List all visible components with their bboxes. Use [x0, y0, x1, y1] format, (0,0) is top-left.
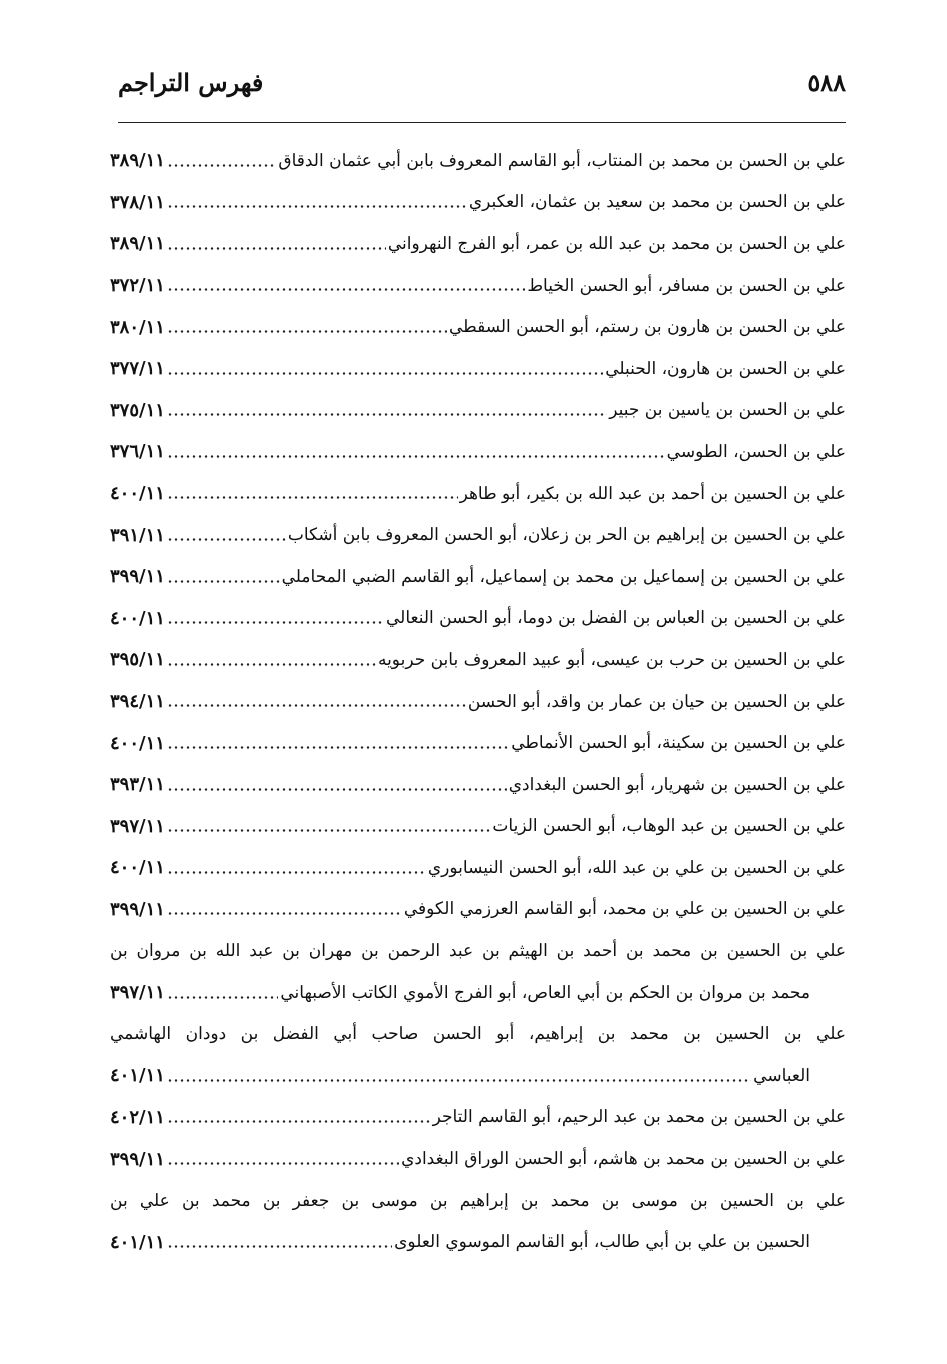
entry-reference: ٤٠٠/١١: [110, 607, 165, 629]
entry-text: علي بن الحسين بن محمد بن إبراهيم، أبو الحسن صاحب أبي الفضل بن دودان الهاشمي: [110, 1024, 846, 1045]
dot-leader: [167, 514, 286, 556]
index-entry: [110, 514, 846, 556]
index-entry-first-line: [110, 930, 846, 972]
entry-reference: ٣٧٢/١١: [110, 275, 165, 297]
index-entry: [110, 223, 846, 265]
entry-reference: ٣٩٤/١١: [110, 691, 165, 713]
entry-reference: ٤٠٠/١١: [110, 857, 165, 879]
entry-text: علي بن الحسين بن محمد بن هاشم، أبو الحسن الوراق البغدادي: [401, 1149, 846, 1170]
index-entry: [110, 431, 846, 473]
entry-text: الحسين بن علي بن أبي طالب، أبو القاسم الموسوي العلوى: [394, 1232, 810, 1253]
entry-text: علي بن الحسين بن علي بن عبد الله، أبو الحسن النيسابوري: [427, 857, 846, 878]
entry-reference: ٣٧٦/١١: [110, 441, 165, 463]
entry-text: علي بن الحسين بن العباس بن الفضل بن دوما، أبو الحسن النعالي: [385, 608, 846, 629]
entry-text: علي بن الحسن بن ياسين بن جبير: [609, 400, 846, 421]
entry-text: علي بن الحسين بن سكينة، أبو الحسن الأنماطي: [511, 733, 846, 754]
entry-text: علي بن الحسن بن هارون بن رستم، أبو الحسن السقطي: [448, 317, 846, 338]
dot-leader: [167, 806, 491, 848]
dot-leader: [167, 847, 426, 889]
index-entry: [110, 1097, 846, 1139]
entry-text: علي بن الحسن، الطوسي: [666, 441, 846, 462]
entry-text: علي بن الحسين بن شهريار، أبو الحسن البغدادي: [508, 774, 846, 795]
dot-leader: [167, 1138, 399, 1180]
entry-text: علي بن الحسن بن محمد بن المنتاب، أبو القاسم المعروف بابن أبي عثمان الدقاق: [278, 150, 846, 171]
index-entry: [110, 556, 846, 598]
entry-text: علي بن الحسن بن محمد بن سعيد بن عثمان، العكبري: [468, 192, 846, 213]
page-title: فهرس التراجم: [118, 67, 264, 97]
dot-leader: [167, 348, 603, 390]
index-entry: [110, 889, 846, 931]
index-entry-continuation: [110, 1055, 846, 1097]
index-entry: [110, 847, 846, 889]
index-entry-continuation: [110, 1221, 846, 1263]
dot-leader: [167, 265, 525, 307]
entry-reference: ٣٩٧/١١: [110, 815, 165, 837]
index-entry: [110, 265, 846, 307]
index-entry: [110, 1138, 846, 1180]
dot-leader: [167, 1055, 751, 1097]
dot-leader: [167, 306, 447, 348]
entry-text: علي بن الحسين بن علي بن محمد، أبو القاسم العرزمي الكوفي: [403, 899, 846, 920]
dot-leader: [167, 972, 278, 1014]
entry-reference: ٣٩٩/١١: [110, 898, 165, 920]
index-entry: [110, 348, 846, 390]
entry-text: علي بن الحسين بن عبد الوهاب، أبو الحسن الزيات: [492, 816, 846, 837]
page-number: ٥٨٨: [807, 67, 846, 97]
entry-reference: ٤٠١/١١: [110, 1065, 165, 1087]
entry-reference: ٣٨٩/١١: [110, 233, 165, 255]
entry-text: علي بن الحسين بن أحمد بن عبد الله بن بكير، أبو طاهر: [459, 483, 846, 504]
entry-reference: ٣٩٥/١١: [110, 649, 165, 671]
entry-text: العباسي: [753, 1065, 810, 1086]
entry-reference: ٣٧٥/١١: [110, 399, 165, 421]
index-entry: [110, 473, 846, 515]
dot-leader: [167, 1097, 431, 1139]
dot-leader: [167, 722, 509, 764]
entry-text: علي بن الحسن بن مسافر، أبو الحسن الخياط: [527, 275, 846, 296]
index-entry: [110, 681, 846, 723]
entry-reference: ٣٩٧/١١: [110, 982, 165, 1004]
dot-leader: [167, 223, 386, 265]
entry-reference: ٣٧٧/١١: [110, 358, 165, 380]
entry-reference: ٣٩١/١١: [110, 524, 165, 546]
entry-text: محمد بن مروان بن الحكم بن أبي العاص، أبو الفرج الأموي الكاتب الأصبهاني: [280, 982, 810, 1003]
entry-reference: ٣٩٣/١١: [110, 774, 165, 796]
header-rule: [118, 122, 846, 123]
index-entry-continuation: [110, 972, 846, 1014]
dot-leader: [167, 598, 384, 640]
index-entry: [110, 140, 846, 182]
entry-text: علي بن الحسين بن حيان بن عمار بن واقد، أبو الحسن: [467, 691, 846, 712]
dot-leader: [167, 431, 665, 473]
dot-leader: [167, 639, 376, 681]
entry-text: علي بن الحسين بن محمد بن عبد الرحيم، أبو القاسم التاجر: [432, 1107, 846, 1128]
entry-text: علي بن الحسين بن موسى بن محمد بن إبراهيم بن موسى بن جعفر بن محمد بن علي بن: [110, 1190, 846, 1211]
dot-leader: [167, 140, 276, 182]
entry-reference: ٤٠٠/١١: [110, 732, 165, 754]
index-entry: [110, 639, 846, 681]
entry-reference: ٤٠٢/١١: [110, 1106, 165, 1128]
entry-text: علي بن الحسين بن إسماعيل بن محمد بن إسماعيل، أبو القاسم الضبي المحاملي: [281, 566, 846, 587]
index-entry-first-line: [110, 1180, 846, 1222]
index-entry: [110, 598, 846, 640]
dot-leader: [167, 390, 607, 432]
entry-reference: ٤٠٠/١١: [110, 483, 165, 505]
entry-text: علي بن الحسين بن إبراهيم بن الحر بن زعلان، أبو الحسن المعروف بابن أشكاب: [287, 525, 846, 546]
entry-reference: ٣٩٩/١١: [110, 566, 165, 588]
entry-text: علي بن الحسن بن محمد بن عبد الله بن عمر، أبو الفرج النهرواني: [387, 233, 846, 254]
dot-leader: [167, 1221, 392, 1263]
index-entry: [110, 764, 846, 806]
index-entries: [110, 140, 846, 1263]
dot-leader: [167, 473, 458, 515]
page-header: [118, 62, 846, 102]
index-entry: [110, 806, 846, 848]
dot-leader: [167, 764, 507, 806]
dot-leader: [167, 556, 280, 598]
entry-reference: ٤٠١/١١: [110, 1231, 165, 1253]
entry-reference: ٣٧٨/١١: [110, 191, 165, 213]
entry-reference: ٣٩٩/١١: [110, 1148, 165, 1170]
index-entry: [110, 390, 846, 432]
index-entry: [110, 722, 846, 764]
index-entry: [110, 306, 846, 348]
entry-text: علي بن الحسن بن هارون، الحنبلي: [605, 358, 846, 379]
dot-leader: [167, 681, 466, 723]
entry-text: علي بن الحسين بن محمد بن أحمد بن الهيثم بن عبد الرحمن بن مهران بن عبد الله بن مروان بن: [110, 941, 846, 962]
dot-leader: [167, 889, 402, 931]
dot-leader: [167, 182, 467, 224]
entry-reference: ٣٨٩/١١: [110, 150, 165, 172]
entry-reference: ٣٨٠/١١: [110, 316, 165, 338]
entry-text: علي بن الحسين بن حرب بن عيسى، أبو عبيد المعروف بابن حربويه: [377, 649, 846, 670]
index-entry-first-line: [110, 1013, 846, 1055]
index-entry: [110, 182, 846, 224]
